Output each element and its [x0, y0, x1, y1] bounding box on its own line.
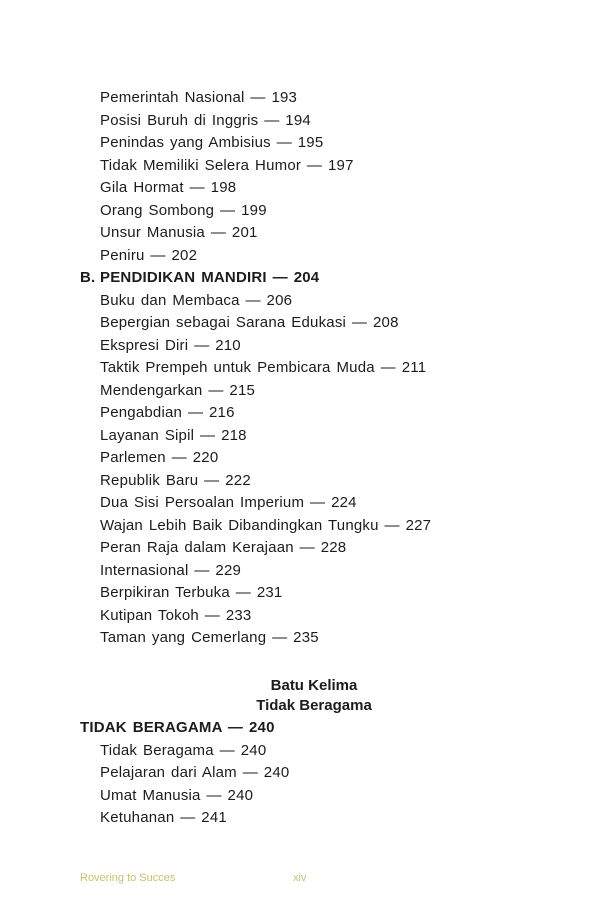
- toc-entry: Kutipan Tokoh — 233: [100, 606, 252, 624]
- toc-entry: Ekspresi Diri — 210: [100, 336, 241, 354]
- toc-entry: Parlemen — 220: [100, 449, 219, 466]
- toc-entry: Tidak Beragama — 240: [100, 741, 267, 759]
- toc-entry: Gila Hormat — 198: [100, 179, 237, 196]
- section-title: PENDIDIKAN MANDIRI — 204: [100, 269, 320, 286]
- toc-entry: Taman yang Cemerlang — 235: [100, 629, 319, 646]
- toc-entry: Umat Manusia — 240: [100, 786, 254, 804]
- toc-entry: Layanan Sipil — 218: [100, 426, 247, 444]
- toc-entry: Pemerintah Nasional — 193: [100, 89, 298, 106]
- toc-entry: Bepergian sebagai Sarana Edukasi — 208: [100, 314, 399, 331]
- section-label: B.: [80, 269, 96, 286]
- toc-chapter-heading: TIDAK BERAGAMA — 240: [80, 719, 275, 736]
- toc-entry: Internasional — 229: [100, 561, 242, 579]
- toc-entry: Orang Sombong — 199: [100, 201, 267, 219]
- toc-entry: Pelajaran dari Alam — 240: [100, 764, 290, 781]
- toc-entry: Berpikiran Terbuka — 231: [100, 584, 283, 601]
- part-heading: [0, 676, 600, 716]
- toc-entry: Taktik Prempeh untuk Pembicara Muda — 211: [100, 359, 427, 376]
- footer-page-number: xiv: [293, 872, 307, 884]
- toc-entry: Posisi Buruh di Inggris — 194: [100, 111, 311, 129]
- part-subtitle: Tidak Beragama: [256, 697, 372, 714]
- toc-entry: Peniru — 202: [100, 246, 198, 264]
- toc-entry: Tidak Memiliki Selera Humor — 197: [100, 156, 354, 174]
- toc-entry: Dua Sisi Persoalan Imperium — 224: [100, 494, 357, 511]
- toc-entry: Ketuhanan — 241: [100, 809, 227, 826]
- toc-entry: Republik Baru — 222: [100, 471, 251, 489]
- table-of-contents: [80, 87, 560, 650]
- footer-book-title: Rovering to Succes: [80, 872, 176, 884]
- toc-entry: Unsur Manusia — 201: [100, 224, 258, 241]
- toc-entry: Penindas yang Ambisius — 195: [100, 134, 324, 151]
- toc-entry: Pengabdian — 216: [100, 404, 235, 421]
- toc-entry: Wajan Lebih Baik Dibandingkan Tungku — 227: [100, 516, 432, 534]
- toc-entry: Buku dan Membaca — 206: [100, 291, 293, 309]
- part-title: Batu Kelima: [270, 677, 358, 694]
- toc-entry: Mendengarkan — 215: [100, 381, 256, 399]
- table-of-contents-continued: [80, 717, 560, 830]
- toc-entry: Peran Raja dalam Kerajaan — 228: [100, 539, 347, 556]
- toc-section-heading: [80, 267, 560, 290]
